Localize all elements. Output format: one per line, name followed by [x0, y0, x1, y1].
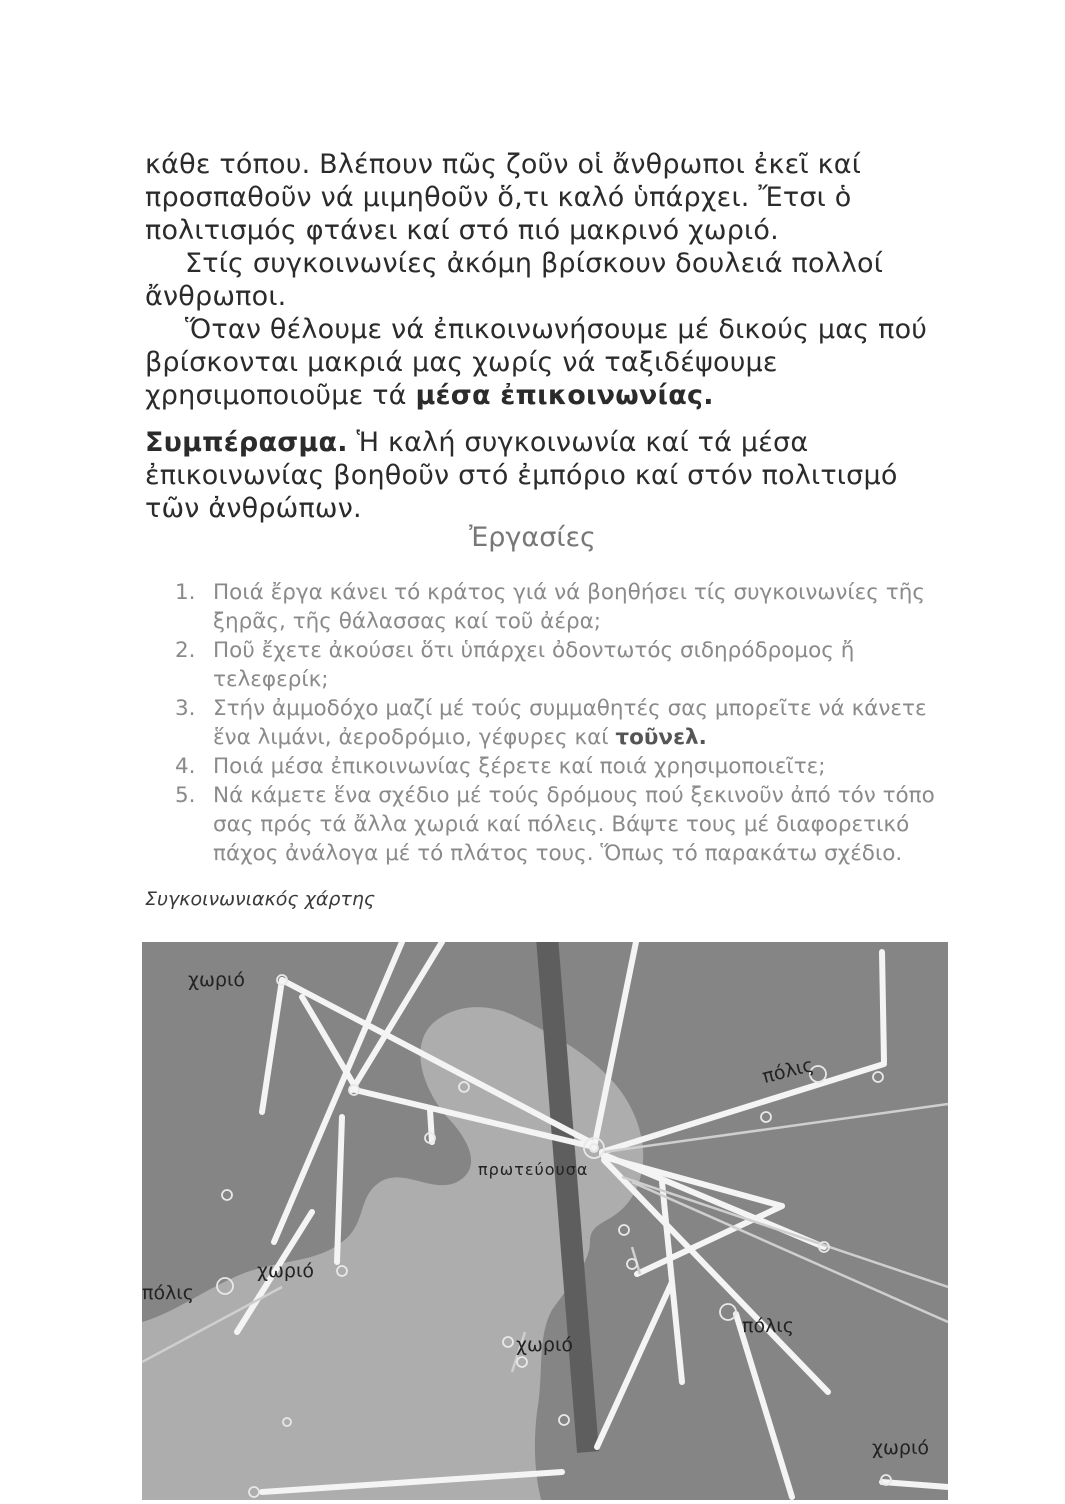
exercise-item: [170, 781, 940, 868]
exercise-text: Στήν ἀμμοδόχο μαζί μέ τούς συμμαθητές σας μπορεῖτε νά κάνετε ἕνα λιμάνι, ἀεροδρόμιο, γέφυρες καί: [213, 696, 927, 750]
exercise-number: 4.: [175, 754, 196, 779]
conclusion-text: Ἡ καλή συγκοινωνία καί τά μέσα ἐπικοινωνίας βοηθοῦν στό ἐμπόριο καί στόν πολιτισμό τῶν ἀνθρώπων.: [145, 427, 898, 524]
map-label-village: χωριό: [516, 1334, 573, 1356]
conclusion-paragraph: [145, 426, 960, 525]
exercise-text: Ποιά μέσα ἐπικοινωνίας ξέρετε καί ποιά χρησιμοποιεῖτε;: [213, 754, 826, 779]
exercise-item: [170, 578, 940, 636]
map-label-capital: πρωτεύουσα: [478, 1160, 589, 1179]
exercise-text: Ποῦ ἔχετε ἀκούσει ὅτι ὑπάρχει ὀδοντωτός σιδηρόδρομος ἤ τελεφερίκ;: [213, 638, 855, 692]
figure-caption: Συγκοινωνιακός χάρτης: [145, 888, 376, 910]
exercise-item: [170, 694, 940, 752]
exercise-bold-word: τοῦνελ.: [615, 725, 707, 750]
paragraph-2: Στίς συγκοινωνίες ἀκόμη βρίσκουν δουλειά πολλοί ἄνθρωποι.: [145, 248, 884, 312]
exercise-number: 3.: [175, 696, 196, 721]
map-label-city: πόλις: [760, 1054, 816, 1088]
exercise-number: 5.: [175, 783, 196, 808]
exercise-item: [170, 636, 940, 694]
exercises-list: [170, 578, 940, 868]
exercise-number: 2.: [175, 638, 196, 663]
paragraph-3-text: Ὅταν θέλουμε νά ἐπικοινωνήσουμε μέ δικούς μας πού βρίσκονται μακριά μας χωρίς νά ταξιδέψουμε χρησιμοποιοῦμε τά: [145, 314, 928, 411]
main-text: [145, 148, 960, 525]
map-label-city: πόλις: [142, 1282, 194, 1304]
paragraph-3-bold: μέσα ἐπικοινωνίας.: [415, 380, 714, 411]
map-label-village: χωριό: [257, 1260, 314, 1282]
map-label-village: χωριό: [872, 1437, 929, 1459]
exercise-text: Ποιά ἔργα κάνει τό κράτος γιά νά βοηθήσει τίς συγκοινωνίες τῆς ξηρᾶς, τῆς θάλασσας καί τοῦ ἀέρα;: [213, 580, 925, 634]
exercise-text: Νά κάμετε ἕνα σχέδιο μέ τούς δρόμους πού ξεκινοῦν ἀπό τόν τόπο σας πρός τά ἄλλα χωριά καί πόλεις. Βάψτε τους μέ διαφορετικό πάχος ἀνάλογα μέ τό πλάτος τους. Ὅπως τό παρακάτω σχέδιο.: [213, 783, 935, 866]
map-label-village: χωριό: [188, 969, 245, 991]
paragraph-3: [145, 313, 960, 412]
map-label-city: πόλις: [742, 1315, 794, 1337]
transport-map: [142, 942, 948, 1500]
exercises-heading: Ἐργασίες: [469, 522, 596, 553]
transport-map-drawing: [142, 942, 948, 1500]
conclusion-label: Συμπέρασμα.: [145, 427, 348, 458]
exercise-number: 1.: [175, 580, 196, 605]
paragraph-1: κάθε τόπου. Βλέπουν πῶς ζοῦν οἱ ἄνθρωποι ἐκεῖ καί προσπαθοῦν νά μιμηθοῦν ὅ,τι καλό ὑπάρχει. Ἔτσι ὁ πολιτισμός φτάνει καί στό πιό μακρινό χωριό.: [145, 149, 862, 246]
exercise-item: [170, 752, 940, 781]
